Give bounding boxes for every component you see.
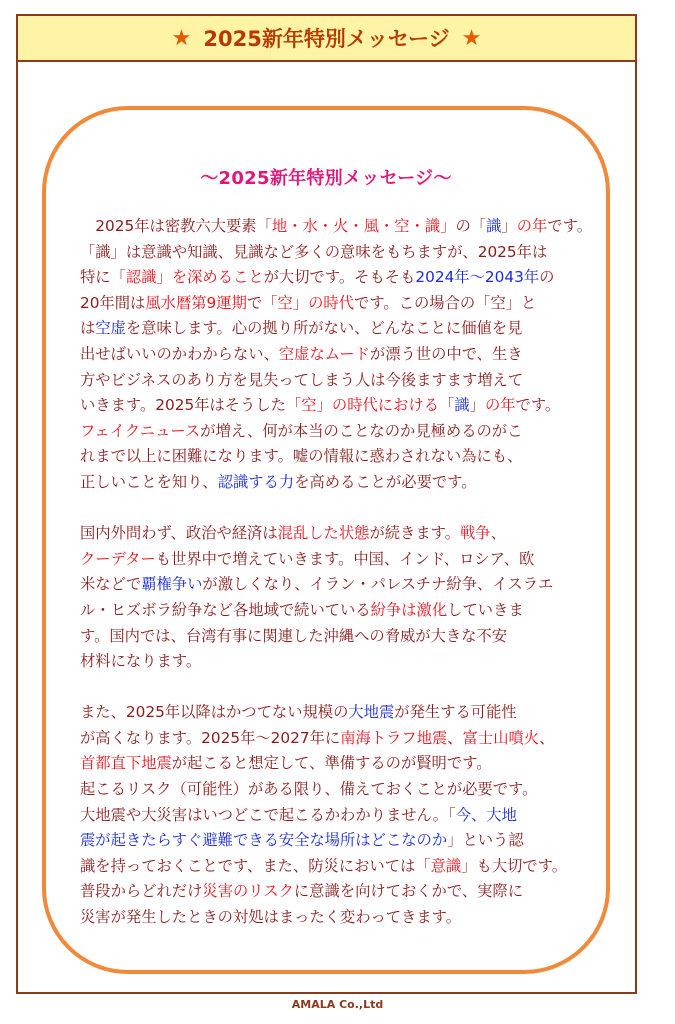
highlight-red: 空 bbox=[301, 396, 317, 415]
text-line bbox=[80, 368, 590, 394]
text-run: は bbox=[80, 319, 96, 338]
text-run: も世界中で増えていきます。中国、インド、ロシア、欧 bbox=[155, 549, 535, 568]
highlight-blue: 震が起きたらすぐ避難できる安全な場所はどこなのか bbox=[80, 831, 448, 850]
text-run: です。この場合の「空」と bbox=[354, 293, 537, 312]
text-run: です。 bbox=[547, 217, 592, 235]
text-line bbox=[80, 444, 590, 470]
text-run: を意味します。心の拠り所がない、どんなことに価値を見 bbox=[125, 319, 523, 338]
text-run: 災害が発生したときの対処はまったく変わってきます。 bbox=[80, 908, 462, 927]
text-line bbox=[80, 342, 590, 368]
text-line bbox=[80, 240, 590, 266]
text-run: 正しいことを知り、 bbox=[80, 472, 218, 491]
highlight-red: クーデター bbox=[80, 549, 156, 568]
highlight-red: 地・水・火・風・空・識 bbox=[271, 217, 441, 235]
text-line bbox=[80, 470, 590, 496]
text-run: です。 bbox=[515, 396, 561, 415]
highlight-blue: 大地震 bbox=[348, 703, 395, 722]
highlight-red: を深めること bbox=[171, 268, 264, 287]
text-run: 特に「 bbox=[80, 268, 126, 287]
text-line bbox=[80, 547, 590, 573]
text-line bbox=[80, 649, 590, 675]
text-run: が増え、何が本当のことなのか見極めるのがこ bbox=[200, 421, 523, 440]
text-run: 識を持っておくことです、また、防災においては「 bbox=[80, 856, 431, 875]
text-run: の bbox=[539, 268, 555, 287]
text-run: 2025年は密教六大要素「 bbox=[80, 217, 272, 235]
highlight-red: 戦争 bbox=[460, 524, 491, 543]
text-line bbox=[80, 214, 590, 240]
text-line bbox=[80, 316, 590, 342]
text-run: が高くなります。2025年～2027年に bbox=[80, 728, 341, 747]
text-run: 」 bbox=[469, 396, 485, 415]
text-line bbox=[80, 291, 590, 317]
text-line bbox=[80, 905, 590, 931]
text-run: 」 bbox=[501, 217, 517, 235]
text-run: が大切です。そもそも bbox=[263, 268, 416, 287]
text-run: 」の「 bbox=[440, 217, 487, 235]
highlight-red: 紛争は激化 bbox=[370, 600, 448, 619]
paragraph-gap bbox=[80, 496, 590, 522]
highlight-blue: 認識する力 bbox=[217, 472, 295, 491]
highlight-blue: 今、大地 bbox=[455, 805, 517, 824]
highlight-red: の年 bbox=[484, 396, 516, 415]
text-run: 」も大切です。 bbox=[461, 856, 568, 875]
text-run: が続きます。 bbox=[369, 524, 460, 543]
text-line bbox=[80, 828, 590, 854]
message-body bbox=[80, 214, 590, 931]
text-run: 出せばいいのかわからない、 bbox=[80, 344, 279, 363]
text-line bbox=[80, 624, 590, 650]
text-line bbox=[80, 572, 590, 598]
text-line bbox=[80, 803, 590, 829]
text-line bbox=[80, 419, 590, 445]
highlight-red: 富士山噴火 bbox=[462, 728, 540, 747]
highlight-red: の時代 bbox=[308, 293, 355, 312]
text-run: 、 bbox=[447, 728, 463, 747]
highlight-blue: 空虚 bbox=[95, 319, 126, 338]
text-run: 起こるリスク（可能性）がある限り、備えておくことが必要です。 bbox=[80, 780, 538, 799]
card-title: ～2025新年特別メッセージ～ bbox=[200, 168, 452, 189]
paragraph bbox=[80, 521, 590, 675]
header-title: 2025新年特別メッセージ bbox=[203, 27, 450, 51]
text-run: 」 bbox=[316, 396, 332, 415]
paragraph bbox=[80, 214, 590, 496]
text-line bbox=[80, 700, 590, 726]
star-icon: ★ bbox=[461, 25, 482, 51]
highlight-blue: 識 bbox=[454, 396, 470, 415]
highlight-red: 風水暦第9運期 bbox=[145, 293, 247, 312]
text-run: 」という認 bbox=[447, 831, 524, 850]
text-run: す。国内では、台湾有事に関連した沖縄への脅威が大きな不安 bbox=[80, 626, 508, 645]
text-run: 「 bbox=[439, 396, 455, 415]
highlight-red: 首都直下地震 bbox=[80, 754, 172, 773]
highlight-red: 空虚なムード bbox=[278, 344, 370, 363]
text-line bbox=[80, 393, 590, 419]
paragraph-gap bbox=[80, 675, 590, 701]
text-run: 材料になります。 bbox=[80, 652, 202, 671]
text-run: していきま bbox=[447, 600, 524, 619]
text-run: 「識」は意識や知識、見識など多くの意味をもちますが、2025年は bbox=[80, 242, 548, 261]
text-run: 方やビジネスのあり方を見失ってしまう人は今後ますます増えて bbox=[80, 370, 524, 389]
message-card bbox=[42, 106, 610, 974]
text-run: いきます。2025年はそうした「 bbox=[80, 396, 302, 415]
highlight-red: 混乱した状態 bbox=[277, 524, 370, 543]
text-run: が起こると想定して、準備するのが賢明です。 bbox=[171, 754, 492, 773]
highlight-red: 空 bbox=[277, 293, 293, 312]
text-run: 」 bbox=[156, 268, 172, 287]
header-banner bbox=[18, 16, 635, 62]
text-run: れまで以上に困難になります。嘘の情報に惑わされない為にも、 bbox=[80, 447, 523, 466]
highlight-blue: 覇権争い bbox=[141, 575, 203, 594]
highlight-blue: 識 bbox=[486, 217, 502, 235]
text-run: 大地震や大災害はいつどこで起こるかわかりません。「 bbox=[80, 805, 456, 824]
highlight-red: 認識 bbox=[125, 268, 157, 287]
text-run: が激しくなり、イラン・パレスチナ紛争、イスラエ bbox=[202, 575, 554, 594]
highlight-red: フェイクニュース bbox=[80, 421, 201, 440]
text-line bbox=[80, 777, 590, 803]
text-run: を高めることが必要です。 bbox=[294, 472, 477, 491]
text-run: が漂う世の中で、生き bbox=[369, 344, 523, 363]
text-run: 米などで bbox=[80, 575, 142, 594]
paragraph bbox=[80, 700, 590, 930]
text-run: また、2025年以降はかつてない規模の bbox=[80, 703, 349, 722]
text-run: 、 bbox=[539, 728, 555, 747]
highlight-red: の時代における bbox=[331, 396, 439, 415]
text-line bbox=[80, 854, 590, 880]
page-frame bbox=[16, 14, 637, 994]
star-icon: ★ bbox=[171, 25, 192, 51]
highlight-red: 災害のリスク bbox=[202, 882, 294, 901]
company-footer: AMALA Co.,Ltd bbox=[291, 998, 384, 1011]
text-run: で「 bbox=[246, 293, 278, 312]
highlight-blue: 2024年～2043年 bbox=[415, 268, 540, 287]
text-line bbox=[80, 521, 590, 547]
highlight-red: 南海トラフ地震 bbox=[340, 728, 448, 747]
text-run: 、 bbox=[490, 524, 506, 543]
highlight-red: の年 bbox=[516, 217, 548, 235]
text-run: ル・ヒズボラ紛争など各地域で続いている bbox=[80, 600, 371, 619]
text-line bbox=[80, 598, 590, 624]
highlight-red: 意識 bbox=[430, 856, 462, 875]
text-run: 20年間は bbox=[80, 293, 146, 312]
text-run: に意識を向けておくかで、実際に bbox=[293, 882, 524, 901]
text-run: 」 bbox=[292, 293, 309, 312]
text-line bbox=[80, 265, 590, 291]
text-line bbox=[80, 879, 590, 905]
text-line bbox=[80, 726, 590, 752]
text-run: が発生する可能性 bbox=[394, 703, 517, 722]
text-run: 普段からどれだけ bbox=[80, 882, 203, 901]
text-line bbox=[80, 751, 590, 777]
text-run: 国内外問わず、政治や経済は bbox=[80, 524, 278, 543]
